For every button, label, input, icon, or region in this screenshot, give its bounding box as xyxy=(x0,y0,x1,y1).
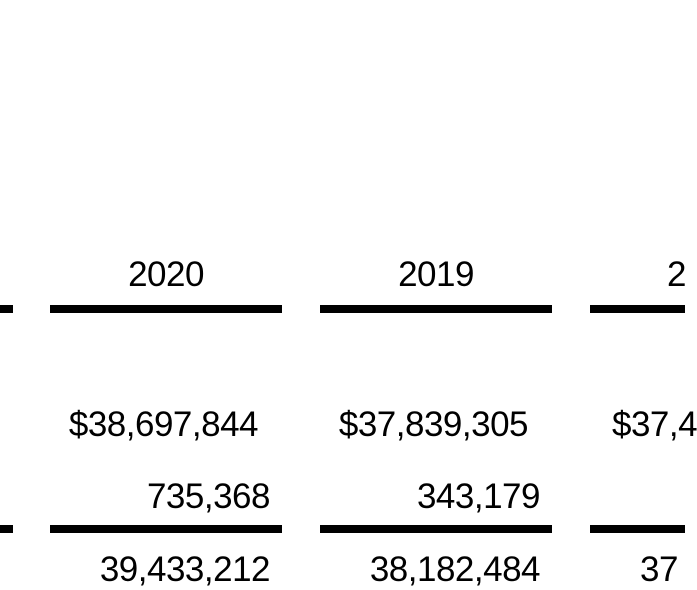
header-rule-2019 xyxy=(320,305,552,313)
header-rule-left-stub xyxy=(0,305,13,313)
subtotal-rule-partial xyxy=(590,525,685,533)
year-header-partial: 2 xyxy=(667,255,686,294)
subtotal-rule-2020 xyxy=(50,525,282,533)
row2-value-2020: 735,368 xyxy=(146,477,270,516)
row1-value-partial: $37,4 xyxy=(612,405,697,444)
subtotal-rule-left-stub xyxy=(0,525,13,533)
total-value-2019: 38,182,484 xyxy=(369,550,540,589)
header-rule-2020 xyxy=(50,305,282,313)
header-rule-partial xyxy=(590,305,685,313)
subtotal-rule-2019 xyxy=(320,525,552,533)
row1-value-2020: $38,697,844 xyxy=(68,405,258,444)
total-value-partial: 37 xyxy=(640,550,678,589)
year-header-2020: 2020 xyxy=(128,255,204,294)
row2-value-2019: 343,179 xyxy=(416,477,540,516)
total-value-2020: 39,433,212 xyxy=(99,550,270,589)
row1-value-2019: $37,839,305 xyxy=(338,405,528,444)
year-header-2019: 2019 xyxy=(398,255,474,294)
